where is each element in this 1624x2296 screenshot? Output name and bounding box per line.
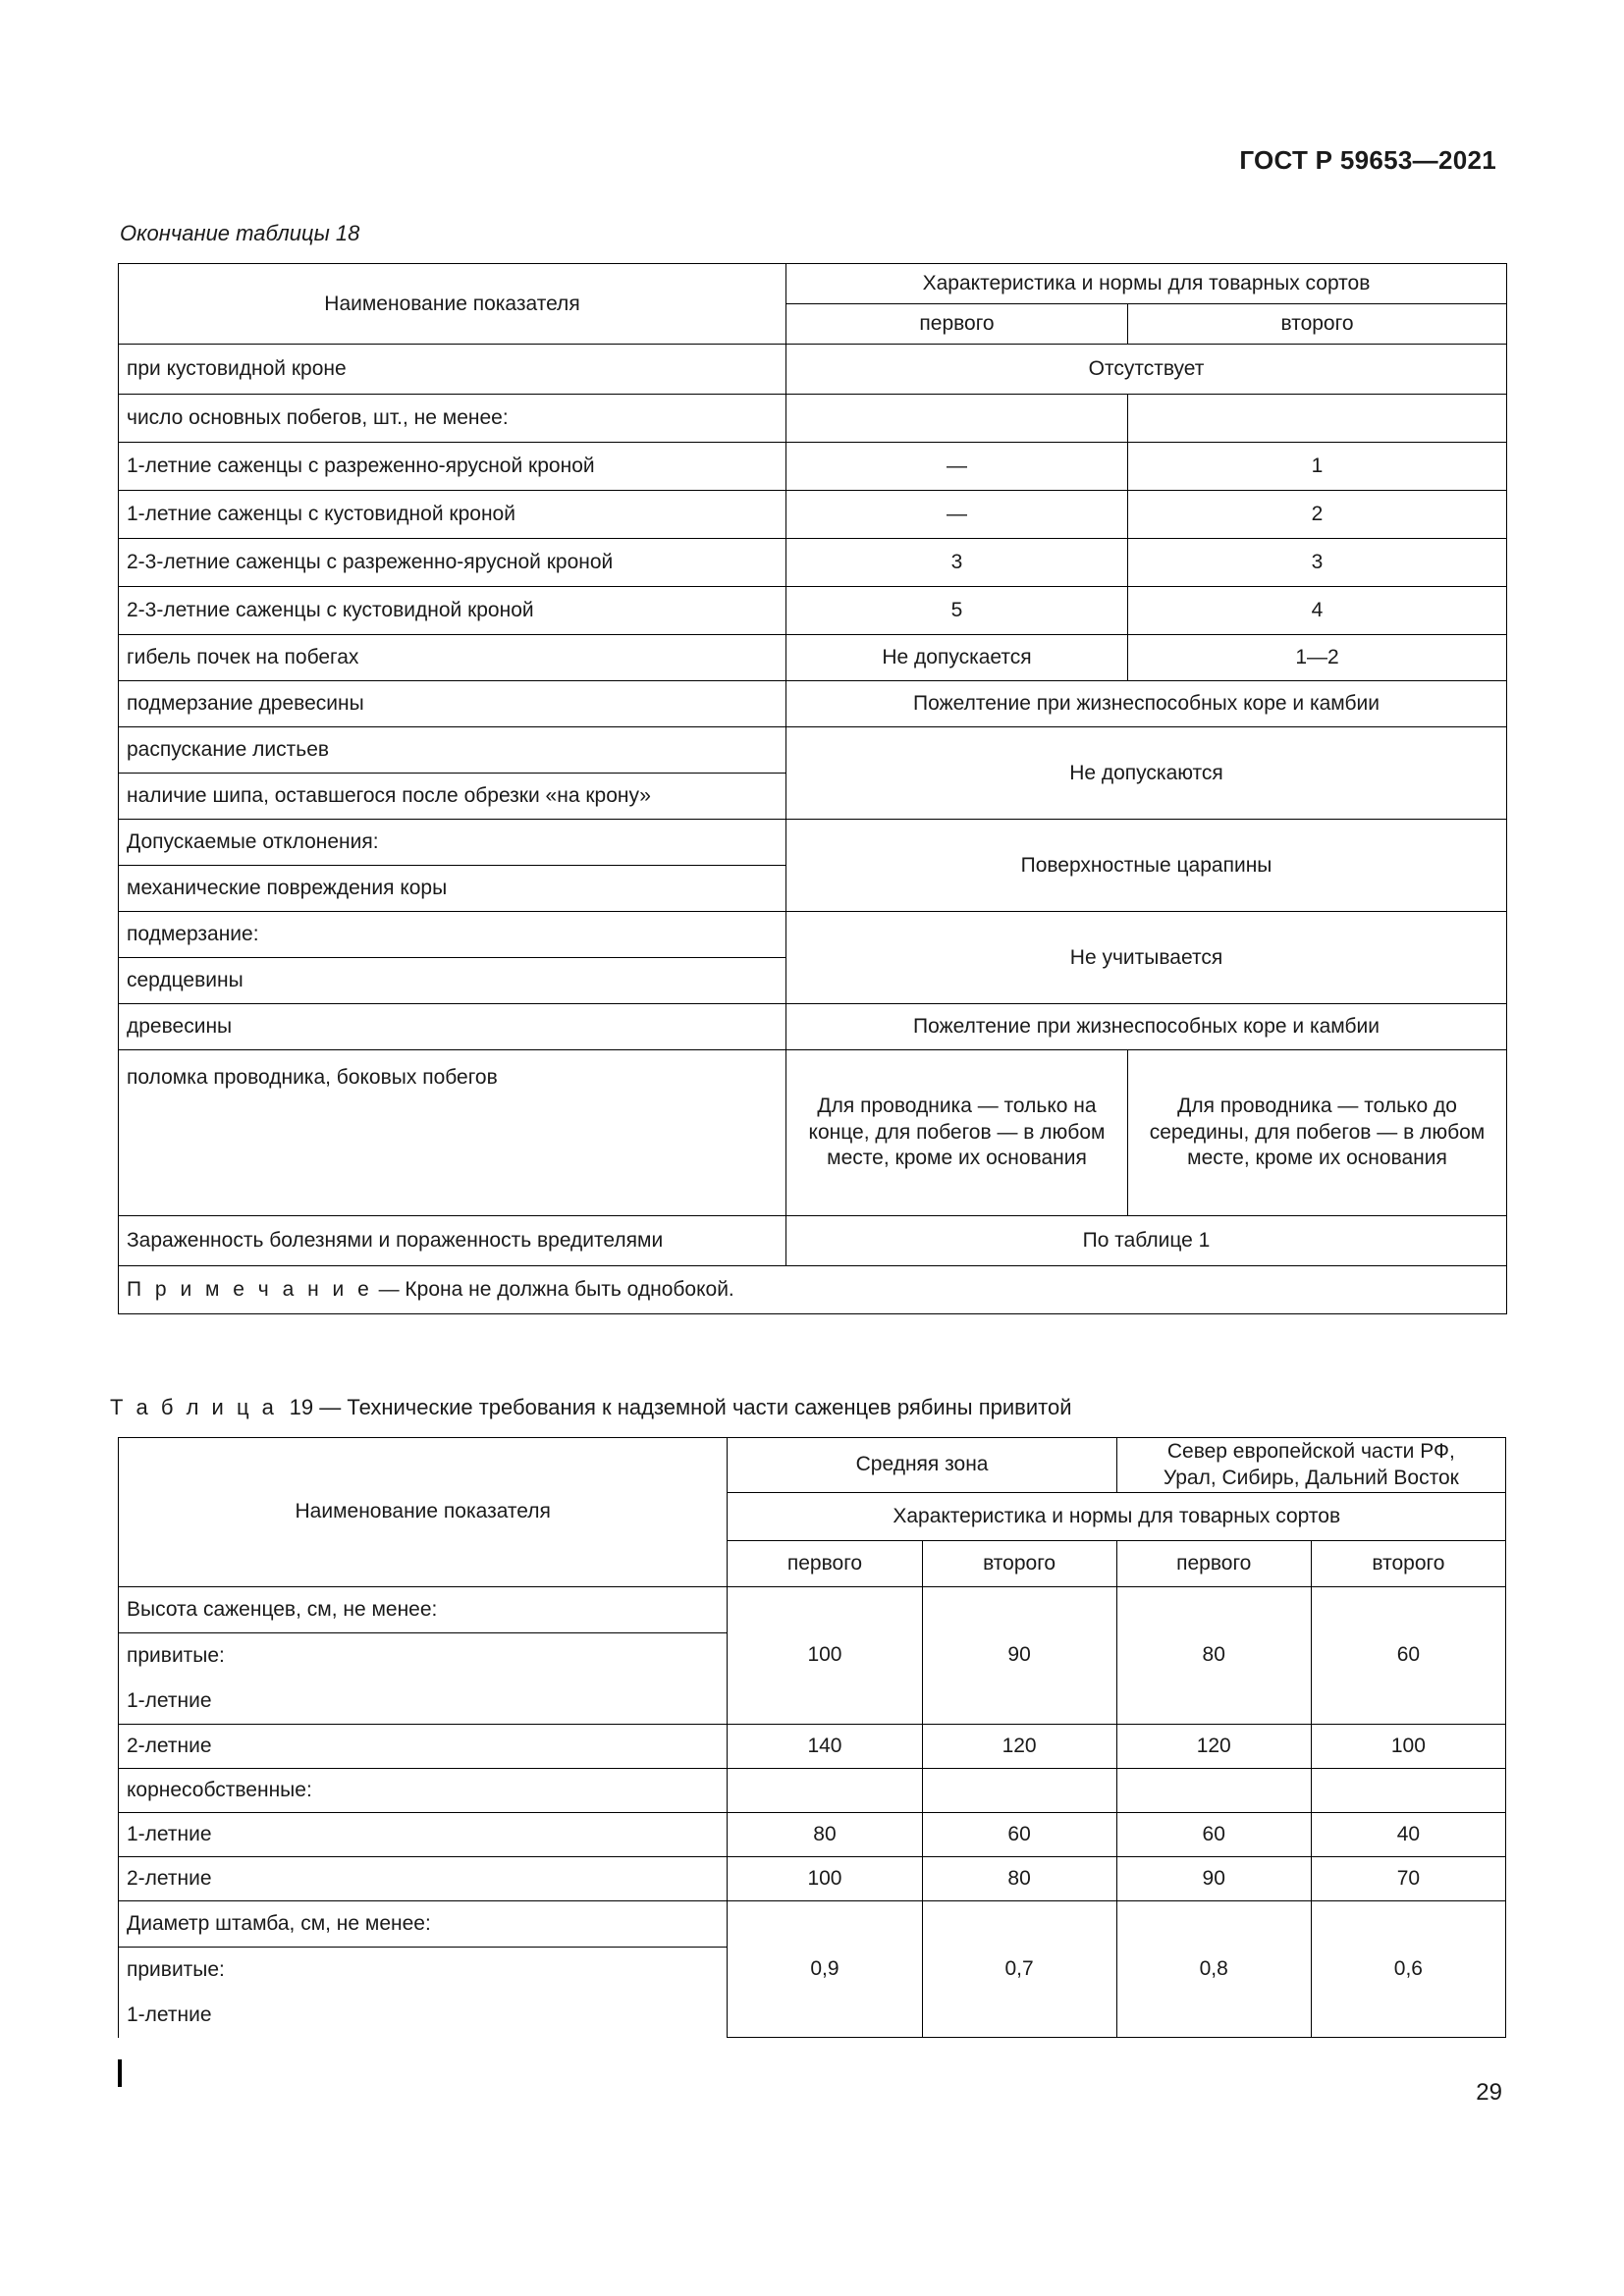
table-row (119, 491, 1507, 539)
row-value: 100 (728, 1856, 922, 1900)
row-value-first: — (786, 443, 1128, 491)
row-value: 0,6 (1311, 1900, 1505, 2038)
row-label: Зараженность болезнями и пораженность вредителями (119, 1216, 786, 1266)
table-row (119, 587, 1507, 635)
row-value: 120 (1116, 1724, 1311, 1768)
table-19-zone-north-header (1116, 1438, 1505, 1493)
row-label: 1-летние (119, 1993, 728, 2038)
row-value: 120 (922, 1724, 1116, 1768)
zone-north-line-2: Урал, Сибирь, Дальний Восток (1163, 1467, 1459, 1490)
row-label: подмерзание древесины (119, 681, 786, 727)
row-value: 60 (1311, 1586, 1505, 1724)
table-19-grade-header: второго (922, 1540, 1116, 1586)
row-value-second: 2 (1128, 491, 1507, 539)
table-row (119, 1768, 1506, 1812)
table-row (119, 681, 1507, 727)
row-label: Высота саженцев, см, не менее: (119, 1586, 728, 1632)
table-row (119, 727, 1507, 774)
table-row (119, 1900, 1506, 1947)
table-19-caption-number: 19 (289, 1395, 314, 1419)
row-label: 2-летние (119, 1724, 728, 1768)
row-label: число основных побегов, шт., не менее: (119, 395, 786, 443)
row-value-span: По таблице 1 (786, 1216, 1507, 1266)
row-value-first (786, 395, 1128, 443)
row-label: Диаметр штамба, см, не менее: (119, 1900, 728, 1947)
table-18-note-row (119, 1266, 1507, 1314)
row-label: корнесобственные: (119, 1768, 728, 1812)
row-label: 2-летние (119, 1856, 728, 1900)
row-value-first: Не допускается (786, 635, 1128, 681)
table-19-group-header: Характеристика и нормы для товарных сортов (728, 1492, 1506, 1540)
row-value-second: Для проводника — только до середины, для побегов — в любом месте, кроме их основания (1128, 1050, 1507, 1216)
zone-north-line-1: Север европейской части РФ, (1166, 1440, 1455, 1463)
table-row (119, 1812, 1506, 1856)
note-text: — Крона не должна быть однобокой. (372, 1278, 734, 1301)
row-value (1116, 1768, 1311, 1812)
table-19-continuation-edge (118, 2059, 122, 2087)
row-value-second: 4 (1128, 587, 1507, 635)
table-row (119, 539, 1507, 587)
row-value: 90 (1116, 1856, 1311, 1900)
row-value: 70 (1311, 1856, 1505, 1900)
row-label: 1-летние саженцы с кустовидной кроной (119, 491, 786, 539)
table-row (119, 443, 1507, 491)
row-value: 100 (728, 1586, 922, 1724)
row-value: 60 (1116, 1812, 1311, 1856)
table-18-grade-first-header: первого (786, 304, 1128, 345)
table-row (119, 1856, 1506, 1900)
row-label: поломка проводника, боковых побегов (119, 1050, 786, 1216)
row-value-span: Пожелтение при жизнеспособных коре и камбии (786, 681, 1507, 727)
row-value-second (1128, 395, 1507, 443)
row-label: при кустовидной кроне (119, 345, 786, 395)
table-row (119, 1216, 1507, 1266)
row-value: 90 (922, 1586, 1116, 1724)
table-19-caption (110, 1395, 1071, 1420)
row-value: 100 (1311, 1724, 1505, 1768)
note-label: П р и м е ч а н и е (127, 1278, 373, 1301)
row-value: 80 (922, 1856, 1116, 1900)
row-label: наличие шипа, оставшегося после обрезки «на крону» (119, 774, 786, 820)
row-value-span: Отсутствует (786, 345, 1507, 395)
row-value: 140 (728, 1724, 922, 1768)
row-label: 1-летние (119, 1812, 728, 1856)
row-label: привитые: (119, 1947, 728, 1993)
row-value: 40 (1311, 1812, 1505, 1856)
row-value-second: 1—2 (1128, 635, 1507, 681)
row-label: распускание листьев (119, 727, 786, 774)
row-label: 2-3-летние саженцы с разреженно-ярусной кроной (119, 539, 786, 587)
table-row (119, 820, 1507, 866)
table-19-caption-text: — Технические требования к надземной части саженцев рябины привитой (319, 1395, 1072, 1419)
table-19-col-name-header: Наименование показателя (119, 1438, 728, 1587)
row-value-first: Для проводника — только на конце, для побегов — в любом месте, кроме их основания (786, 1050, 1128, 1216)
row-value: 60 (922, 1812, 1116, 1856)
table-19 (118, 1437, 1506, 2038)
table-row (119, 1004, 1507, 1050)
table-19-grade-header: первого (1116, 1540, 1311, 1586)
table-18-caption: Окончание таблицы 18 (120, 221, 360, 245)
row-value-second: 1 (1128, 443, 1507, 491)
table-18-group-header: Характеристика и нормы для товарных сортов (786, 264, 1507, 304)
row-value-span: Не допускаются (786, 727, 1507, 820)
table-row (119, 912, 1507, 958)
row-value (1311, 1768, 1505, 1812)
table-row (119, 1586, 1506, 1632)
table-row (119, 1724, 1506, 1768)
table-row (119, 345, 1507, 395)
table-18 (118, 263, 1507, 1314)
row-value: 0,9 (728, 1900, 922, 2038)
row-value-first: 3 (786, 539, 1128, 587)
row-label: механические повреждения коры (119, 866, 786, 912)
row-label: сердцевины (119, 958, 786, 1004)
table-18-header-row-1 (119, 264, 1507, 304)
row-value (728, 1768, 922, 1812)
row-label: гибель почек на побегах (119, 635, 786, 681)
row-label: 1-летние саженцы с разреженно-ярусной кроной (119, 443, 786, 491)
row-value: 0,7 (922, 1900, 1116, 2038)
row-value-second: 3 (1128, 539, 1507, 587)
row-value-span: Поверхностные царапины (786, 820, 1507, 912)
row-value: 80 (728, 1812, 922, 1856)
row-value-span: Не учитывается (786, 912, 1507, 1004)
table-row (119, 1050, 1507, 1216)
row-label: древесины (119, 1004, 786, 1050)
table-19-caption-label: Т а б л и ц а (110, 1395, 278, 1419)
table-row (119, 635, 1507, 681)
row-label: 1-летние (119, 1679, 728, 1725)
table-19-header-row-1 (119, 1438, 1506, 1493)
page-number: 29 (1476, 2079, 1502, 2106)
table-18-note (119, 1266, 1507, 1314)
row-value-first: 5 (786, 587, 1128, 635)
table-18-col-name-header: Наименование показателя (119, 264, 786, 345)
row-value-first: — (786, 491, 1128, 539)
row-label: 2-3-летние саженцы с кустовидной кроной (119, 587, 786, 635)
table-19-grade-header: второго (1311, 1540, 1505, 1586)
row-label: подмерзание: (119, 912, 786, 958)
table-19-grade-header: первого (728, 1540, 922, 1586)
table-19-zone-middle-header: Средняя зона (728, 1438, 1116, 1493)
row-value (922, 1768, 1116, 1812)
table-18-grade-second-header: второго (1128, 304, 1507, 345)
row-value-span: Пожелтение при жизнеспособных коре и камбии (786, 1004, 1507, 1050)
standard-number-header: ГОСТ Р 59653—2021 (1239, 145, 1496, 175)
table-row (119, 395, 1507, 443)
row-label: Допускаемые отклонения: (119, 820, 786, 866)
row-label: привитые: (119, 1632, 728, 1679)
row-value: 80 (1116, 1586, 1311, 1724)
row-value: 0,8 (1116, 1900, 1311, 2038)
